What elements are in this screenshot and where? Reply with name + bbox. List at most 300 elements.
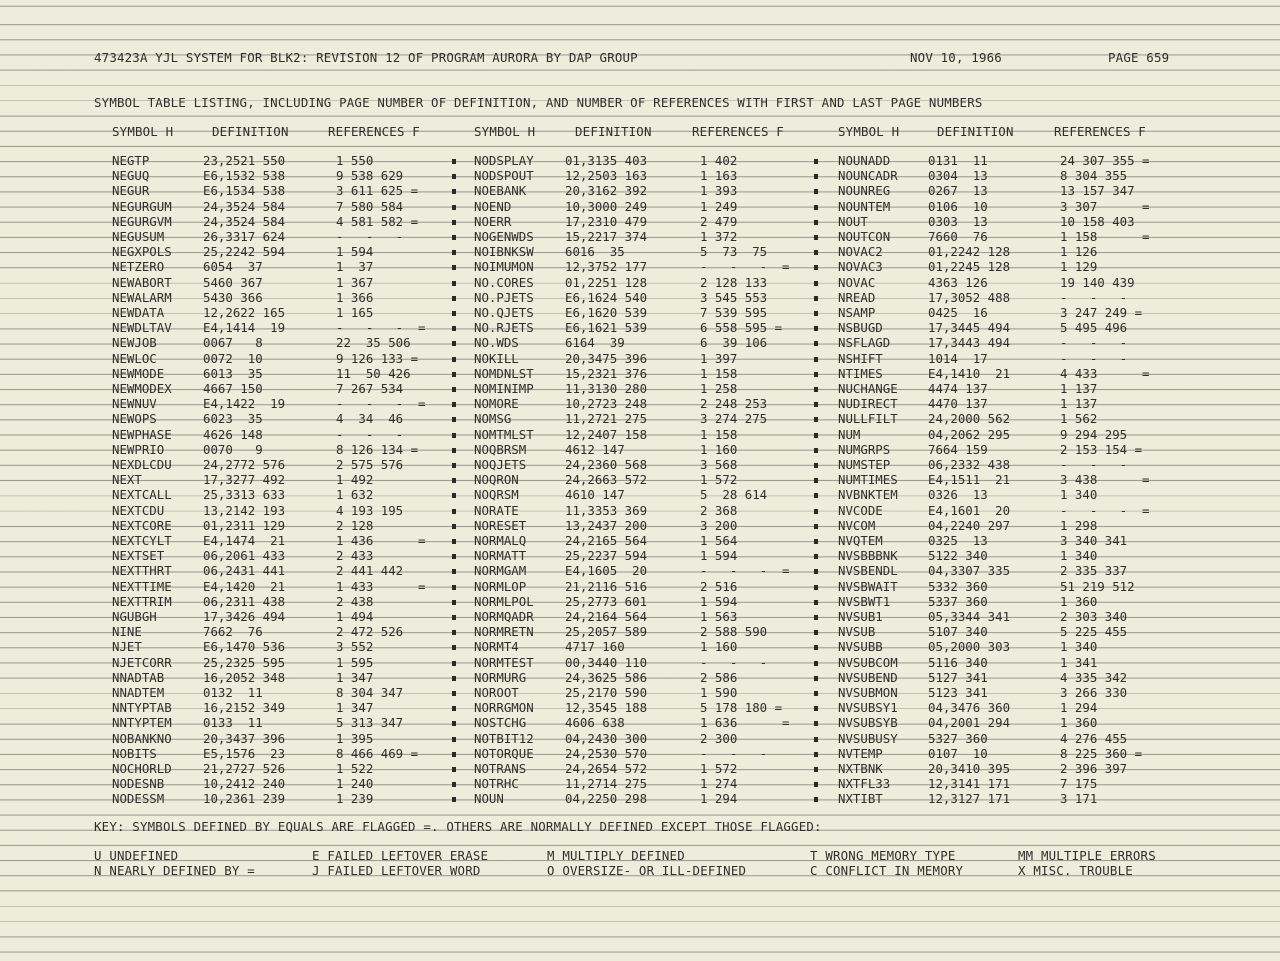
references-cell: - - - = xyxy=(336,396,426,412)
references-cell: 2 396 397 xyxy=(1060,761,1128,776)
table-row xyxy=(0,580,1280,594)
references-cell: 1 137 xyxy=(1060,381,1098,396)
definition-cell: 04,2001 294 xyxy=(928,715,1011,731)
references-cell: 8 304 347 xyxy=(336,685,404,700)
definition-cell: 6013 35 xyxy=(203,365,263,381)
definition-cell: 4606 638 xyxy=(565,715,625,731)
definition-cell: 20,3475 396 xyxy=(565,350,648,366)
definition-cell: 0326 13 xyxy=(928,487,988,503)
definition-cell: 24,3524 584 xyxy=(203,198,286,214)
table-row xyxy=(0,184,1280,198)
references-cell: 3 545 553 xyxy=(700,289,768,305)
table-row xyxy=(0,504,1280,518)
definition-cell: 12,3141 171 xyxy=(928,776,1011,792)
definition-cell: 6054 37 xyxy=(203,259,263,275)
symbol-cell: NOCHORLD xyxy=(112,761,172,776)
definition-cell: 6016 35 xyxy=(565,244,625,260)
definition-cell: 06,2431 441 xyxy=(203,563,286,579)
symbol-cell: NJETCORR xyxy=(112,654,172,670)
definition-cell: 01,2251 128 xyxy=(565,274,648,290)
col3-header-definition: DEFINITION xyxy=(937,124,1014,139)
definition-cell: E4,1605 20 xyxy=(565,563,648,579)
col3-header-references: REFERENCES F xyxy=(1054,124,1146,139)
definition-cell: 15,2321 376 xyxy=(565,365,648,381)
references-cell: 9 538 629 xyxy=(336,168,404,184)
symbol-cell: NOMINIMP xyxy=(474,381,534,396)
references-cell: 1 594 xyxy=(700,548,738,564)
references-cell: 2 586 xyxy=(700,669,738,685)
col1-header-symbol: SYMBOL H xyxy=(112,124,174,139)
symbol-cell: NOMORE xyxy=(474,396,519,412)
references-cell: 2 368 xyxy=(700,502,738,518)
references-cell: 1 298 xyxy=(1060,517,1098,533)
definition-cell: E4,1414 19 xyxy=(203,320,286,336)
definition-cell: 17,2310 479 xyxy=(565,213,648,229)
col2-header-definition: DEFINITION xyxy=(575,124,652,139)
definition-cell: E5,1576 23 xyxy=(203,745,286,761)
symbol-cell: NOKILL xyxy=(474,350,519,366)
symbol-cell: NETZERO xyxy=(112,259,165,275)
references-cell: 22 35 506 xyxy=(336,335,411,351)
symbol-cell: NVTEMP xyxy=(838,745,883,761)
definition-cell: 4612 147 xyxy=(565,441,625,457)
legend-e: E FAILED LEFTOVER ERASE xyxy=(312,848,489,863)
references-cell: 7 267 534 xyxy=(336,381,404,396)
symbol-cell: NEWMODE xyxy=(112,365,165,381)
definition-cell: 5122 340 xyxy=(928,548,988,564)
definition-cell: E4,1474 21 xyxy=(203,533,286,548)
table-row xyxy=(0,595,1280,609)
symbol-cell: NOERR xyxy=(474,213,512,229)
definition-cell: 24,3524 584 xyxy=(203,213,286,229)
symbol-cell: NULLFILT xyxy=(838,411,898,427)
references-cell: 11 50 426 xyxy=(336,365,411,381)
references-cell: - - - xyxy=(1060,335,1128,351)
symbol-cell: NOGENWDS xyxy=(474,229,534,244)
references-cell: 1 632 xyxy=(336,487,374,503)
references-cell: 2 248 253 xyxy=(700,396,768,412)
references-cell: 4 335 342 xyxy=(1060,669,1128,685)
symbol-cell: NXTIBT xyxy=(838,791,883,807)
references-cell: 9 126 133 = xyxy=(336,350,419,366)
listing-subtitle: SYMBOL TABLE LISTING, INCLUDING PAGE NUMBER OF DEFINITION, AND NUMBER OF REFERENCES WITH FIRST AND LAST PAGE NUMBERS xyxy=(94,95,983,110)
symbol-cell: NEGUR xyxy=(112,183,150,199)
table-row xyxy=(0,245,1280,259)
symbol-cell: NOUNREG xyxy=(838,183,891,199)
references-cell: 3 247 249 = xyxy=(1060,305,1143,320)
references-cell: 2 128 xyxy=(336,517,374,533)
symbol-cell: NUCHANGE xyxy=(838,381,898,396)
references-cell: 1 274 xyxy=(700,776,738,792)
references-cell: 1 494 xyxy=(336,609,374,624)
symbol-cell: NXTFL33 xyxy=(838,776,891,792)
symbol-cell: NOUNTEM xyxy=(838,198,891,214)
symbol-cell: NOBANKNO xyxy=(112,730,172,746)
symbol-cell: NORATE xyxy=(474,502,519,518)
definition-cell: E4,1422 19 xyxy=(203,396,286,412)
references-cell: 1 366 xyxy=(336,289,374,305)
definition-cell: 6023 35 xyxy=(203,411,263,427)
definition-cell: 20,3162 392 xyxy=(565,183,648,199)
references-cell: 3 568 xyxy=(700,457,738,472)
references-cell: 2 441 442 xyxy=(336,563,404,579)
references-cell: 1 158 xyxy=(700,365,738,381)
definition-cell: E6,1532 538 xyxy=(203,168,286,184)
symbol-cell: NVSUBMON xyxy=(838,685,898,700)
definition-cell: 21,2116 516 xyxy=(565,578,648,594)
definition-cell: 5127 341 xyxy=(928,669,988,685)
symbol-cell: NORMQADR xyxy=(474,609,534,624)
references-cell: 2 300 xyxy=(700,730,738,746)
references-cell: 1 595 xyxy=(336,654,374,670)
symbol-cell: NJET xyxy=(112,639,142,655)
definition-cell: 4474 137 xyxy=(928,381,988,396)
symbol-cell: NOUN xyxy=(474,791,504,807)
references-cell: - - - = xyxy=(700,563,790,579)
references-cell: 1 158 = xyxy=(1060,229,1150,244)
references-cell: - - - xyxy=(336,426,404,442)
symbol-cell: NEXT xyxy=(112,472,142,488)
definition-cell: 04,3476 360 xyxy=(928,700,1011,716)
references-cell: 1 360 xyxy=(1060,715,1098,731)
table-row xyxy=(0,200,1280,214)
definition-cell: 5332 360 xyxy=(928,578,988,594)
symbol-cell: NOQRON xyxy=(474,472,519,488)
col1-header-references: REFERENCES F xyxy=(328,124,420,139)
symbol-cell: NNADTEM xyxy=(112,685,165,700)
definition-cell: 04,2240 297 xyxy=(928,517,1011,533)
symbol-cell: NEWOPS xyxy=(112,411,157,427)
references-cell: 3 274 275 xyxy=(700,411,768,427)
col2-header-references: REFERENCES F xyxy=(692,124,784,139)
definition-cell: 0072 10 xyxy=(203,350,263,366)
references-cell: 1 402 xyxy=(700,153,738,168)
references-cell: 6 39 106 xyxy=(700,335,768,351)
symbol-cell: NGUBGH xyxy=(112,609,157,624)
references-cell: 1 347 xyxy=(336,669,374,685)
references-cell: 1 572 xyxy=(700,472,738,488)
symbol-cell: NO.CORES xyxy=(474,274,534,290)
references-cell: 1 563 xyxy=(700,609,738,624)
table-row xyxy=(0,701,1280,715)
references-cell: 1 158 xyxy=(700,426,738,442)
definition-cell: 13,2437 200 xyxy=(565,517,648,533)
references-cell: 1 163 xyxy=(700,168,738,184)
references-cell: 1 393 xyxy=(700,183,738,199)
definition-cell: 0132 11 xyxy=(203,685,263,700)
table-row xyxy=(0,686,1280,700)
symbol-cell: NUMGRPS xyxy=(838,441,891,457)
references-cell: 2 433 xyxy=(336,548,374,564)
definition-cell: 24,2000 562 xyxy=(928,411,1011,427)
symbol-cell: NEWDATA xyxy=(112,305,165,320)
table-row xyxy=(0,640,1280,654)
symbol-cell: NODSPLAY xyxy=(474,153,534,168)
definition-cell: 24,2360 568 xyxy=(565,457,648,472)
references-cell: 1 37 xyxy=(336,259,374,275)
symbol-cell: NOMSG xyxy=(474,411,512,427)
references-cell: 1 340 xyxy=(1060,639,1098,655)
references-cell: 4 193 195 xyxy=(336,502,404,518)
legend-x: X MISC. TROUBLE xyxy=(1018,863,1133,878)
references-cell: 1 340 xyxy=(1060,487,1098,503)
references-cell: - - - xyxy=(700,654,768,670)
definition-cell: 17,3426 494 xyxy=(203,609,286,624)
symbol-cell: NEWNUV xyxy=(112,396,157,412)
symbol-cell: NTIMES xyxy=(838,365,883,381)
references-cell: 8 466 469 = xyxy=(336,745,419,761)
definition-cell: 0070 9 xyxy=(203,441,263,457)
references-cell: 7 539 595 xyxy=(700,305,768,320)
references-cell: 3 438 = xyxy=(1060,472,1150,488)
references-cell: 3 611 625 = xyxy=(336,183,419,199)
definition-cell: 01,2245 128 xyxy=(928,259,1011,275)
references-cell: 1 492 xyxy=(336,472,374,488)
references-cell: 1 562 xyxy=(1060,411,1098,427)
references-cell: 3 340 341 xyxy=(1060,533,1128,548)
table-row xyxy=(0,367,1280,381)
symbol-cell: NEWJOB xyxy=(112,335,157,351)
header-page-number: PAGE 659 xyxy=(1108,50,1170,65)
symbol-cell: NXTBNK xyxy=(838,761,883,776)
symbol-cell: NO.PJETS xyxy=(474,289,534,305)
symbol-cell: NOTORQUE xyxy=(474,745,534,761)
definition-cell: 25,3313 633 xyxy=(203,487,286,503)
definition-cell: E6,1470 536 xyxy=(203,639,286,655)
symbol-cell: NVQTEM xyxy=(838,533,883,548)
symbol-cell: NVSBWAIT xyxy=(838,578,898,594)
symbol-cell: NVBNKTEM xyxy=(838,487,898,503)
references-cell: 4 276 455 xyxy=(1060,730,1128,746)
definition-cell: 0304 13 xyxy=(928,168,988,184)
table-row xyxy=(0,671,1280,685)
definition-cell: 11,2721 275 xyxy=(565,411,648,427)
symbol-cell: NEXTTRIM xyxy=(112,593,172,609)
definition-cell: 04,2250 298 xyxy=(565,791,648,807)
table-row xyxy=(0,260,1280,274)
definition-cell: 17,3052 488 xyxy=(928,289,1011,305)
symbol-cell: NEXTSET xyxy=(112,548,165,564)
references-cell: 1 360 xyxy=(1060,593,1098,609)
table-row xyxy=(0,306,1280,320)
symbol-cell: NREAD xyxy=(838,289,876,305)
definition-cell: 05,3344 341 xyxy=(928,609,1011,624)
definition-cell: 5430 366 xyxy=(203,289,263,305)
symbol-cell: NOVAC xyxy=(838,274,876,290)
symbol-cell: NEXTCYLT xyxy=(112,533,172,548)
definition-cell: 01,3135 403 xyxy=(565,153,648,168)
definition-cell: 17,3277 492 xyxy=(203,472,286,488)
definition-cell: 16,2152 349 xyxy=(203,700,286,716)
references-cell: 8 304 355 xyxy=(1060,168,1128,184)
symbol-cell: NORMTEST xyxy=(474,654,534,670)
references-cell: 1 372 xyxy=(700,229,738,244)
symbol-cell: NVSBENDL xyxy=(838,563,898,579)
references-cell: 2 438 xyxy=(336,593,374,609)
definition-cell: 25,2170 590 xyxy=(565,685,648,700)
definition-cell: 20,3437 396 xyxy=(203,730,286,746)
definition-cell: 0106 10 xyxy=(928,198,988,214)
symbol-cell: NORMLOP xyxy=(474,578,527,594)
definition-cell: 20,3410 395 xyxy=(928,761,1011,776)
table-row xyxy=(0,777,1280,791)
symbol-cell: NORRGMON xyxy=(474,700,534,716)
table-row xyxy=(0,428,1280,442)
definition-cell: E4,1511 21 xyxy=(928,472,1011,488)
symbol-cell: NSAMP xyxy=(838,305,876,320)
table-row xyxy=(0,336,1280,350)
references-cell: 1 594 xyxy=(336,244,374,260)
legend-m: M MULTIPLY DEFINED xyxy=(547,848,685,863)
symbol-cell: NODESNB xyxy=(112,776,165,792)
table-row xyxy=(0,321,1280,335)
definition-cell: 04,2062 295 xyxy=(928,426,1011,442)
definition-cell: 0067 8 xyxy=(203,335,263,351)
definition-cell: 06,2311 438 xyxy=(203,593,286,609)
definition-cell: 15,2217 374 xyxy=(565,229,648,244)
references-cell: 1 550 xyxy=(336,153,374,168)
definition-cell: 12,3545 188 xyxy=(565,700,648,716)
symbol-cell: NOQBRSM xyxy=(474,441,527,457)
symbol-cell: NO.QJETS xyxy=(474,305,534,320)
symbol-cell: NEXDLCDU xyxy=(112,457,172,472)
references-cell: 1 126 xyxy=(1060,244,1098,260)
references-cell: 51 219 512 xyxy=(1060,578,1135,594)
symbol-cell: NSBUGD xyxy=(838,320,883,336)
symbol-cell: NEXTCORE xyxy=(112,517,172,533)
definition-cell: 05,2000 303 xyxy=(928,639,1011,655)
definition-cell: 11,3130 280 xyxy=(565,381,648,396)
definition-cell: 0107 10 xyxy=(928,745,988,761)
definition-cell: 11,2714 275 xyxy=(565,776,648,792)
table-row xyxy=(0,732,1280,746)
references-cell: 7 580 584 xyxy=(336,198,404,214)
table-row xyxy=(0,625,1280,639)
table-row xyxy=(0,610,1280,624)
definition-cell: 24,2165 564 xyxy=(565,533,648,548)
col2-header-symbol: SYMBOL H xyxy=(474,124,536,139)
symbol-cell: NODESSM xyxy=(112,791,165,807)
references-cell: 1 433 = xyxy=(336,578,426,594)
definition-cell: 4610 147 xyxy=(565,487,625,503)
symbol-cell: NOBITS xyxy=(112,745,157,761)
definition-cell: 25,2325 595 xyxy=(203,654,286,670)
symbol-cell: NOEND xyxy=(474,198,512,214)
symbol-cell: NOQRSM xyxy=(474,487,519,503)
col3-header-symbol: SYMBOL H xyxy=(838,124,900,139)
references-cell: 2 575 576 xyxy=(336,457,404,472)
legend-u: U UNDEFINED xyxy=(94,848,179,863)
symbol-cell: NOUT xyxy=(838,213,868,229)
footer-key: KEY: SYMBOLS DEFINED BY EQUALS ARE FLAGGED =. OTHERS ARE NORMALLY DEFINED EXCEPT THOSE FLAGGED: xyxy=(94,819,822,834)
table-row xyxy=(0,215,1280,229)
header-program-line: 473423A YJL SYSTEM FOR BLK2: REVISION 12 OF PROGRAM AURORA BY DAP GROUP xyxy=(94,50,638,65)
definition-cell: 10,3000 249 xyxy=(565,198,648,214)
definition-cell: 17,3445 494 xyxy=(928,320,1011,336)
symbol-cell: NORMALQ xyxy=(474,533,527,548)
references-cell: 1 572 xyxy=(700,761,738,776)
symbol-cell: NOEBANK xyxy=(474,183,527,199)
table-row xyxy=(0,412,1280,426)
definition-cell: 16,2052 348 xyxy=(203,669,286,685)
references-cell: 5 178 180 = xyxy=(700,700,783,716)
legend-j: J FAILED LEFTOVER WORD xyxy=(312,863,481,878)
table-row xyxy=(0,549,1280,563)
symbol-cell: NOUNCADR xyxy=(838,168,898,184)
references-cell: 1 594 xyxy=(700,593,738,609)
references-cell: 13 157 347 xyxy=(1060,183,1135,199)
references-cell: 3 171 xyxy=(1060,791,1098,807)
symbol-cell: NOIBNKSW xyxy=(474,244,534,260)
definition-cell: 25,2237 594 xyxy=(565,548,648,564)
symbol-cell: NOQJETS xyxy=(474,457,527,472)
symbol-cell: NORESET xyxy=(474,517,527,533)
definition-cell: 5460 367 xyxy=(203,274,263,290)
definition-cell: 25,2242 594 xyxy=(203,244,286,260)
symbol-cell: NOIMUMON xyxy=(474,259,534,275)
definition-cell: 1014 17 xyxy=(928,350,988,366)
table-row xyxy=(0,656,1280,670)
references-cell: 2 588 590 xyxy=(700,624,768,640)
table-row xyxy=(0,458,1280,472)
references-cell: 19 140 439 xyxy=(1060,274,1135,290)
legend-mm: MM MULTIPLE ERRORS xyxy=(1018,848,1156,863)
references-cell: 1 239 xyxy=(336,791,374,807)
table-row xyxy=(0,443,1280,457)
references-cell: 3 266 330 xyxy=(1060,685,1128,700)
definition-cell: 00,3440 110 xyxy=(565,654,648,670)
symbol-cell: NNTYPTEM xyxy=(112,715,172,731)
definition-cell: 24,2772 576 xyxy=(203,457,286,472)
references-cell: 1 590 xyxy=(700,685,738,700)
definition-cell: E6,1620 539 xyxy=(565,305,648,320)
references-cell: 1 564 xyxy=(700,533,738,548)
references-cell: - - - = xyxy=(700,259,790,275)
references-cell: - - - xyxy=(1060,350,1128,366)
definition-cell: 04,2430 300 xyxy=(565,730,648,746)
symbol-cell: NNADTAB xyxy=(112,669,165,685)
table-row xyxy=(0,488,1280,502)
symbol-cell: NVCOM xyxy=(838,517,876,533)
definition-cell: E6,1621 539 xyxy=(565,320,648,336)
references-cell: 1 258 xyxy=(700,381,738,396)
definition-cell: 04,3307 335 xyxy=(928,563,1011,579)
definition-cell: 24,2654 572 xyxy=(565,761,648,776)
references-cell: 10 158 403 xyxy=(1060,213,1135,229)
definition-cell: 24,2663 572 xyxy=(565,472,648,488)
table-row xyxy=(0,792,1280,806)
definition-cell: 0267 13 xyxy=(928,183,988,199)
table-row xyxy=(0,564,1280,578)
symbol-cell: NORMLPOL xyxy=(474,593,534,609)
symbol-cell: NNTYPTAB xyxy=(112,700,172,716)
definition-cell: 4667 150 xyxy=(203,381,263,396)
definition-cell: 17,3443 494 xyxy=(928,335,1011,351)
legend-o: O OVERSIZE- OR ILL-DEFINED xyxy=(547,863,747,878)
references-cell: 1 397 xyxy=(700,350,738,366)
references-cell: 5 313 347 xyxy=(336,715,404,731)
references-cell: 4 433 = xyxy=(1060,365,1150,381)
symbol-cell: NORMRETN xyxy=(474,624,534,640)
definition-cell: 26,3317 624 xyxy=(203,229,286,244)
symbol-cell: NVSUB1 xyxy=(838,609,883,624)
references-cell: 1 367 xyxy=(336,274,374,290)
table-row xyxy=(0,230,1280,244)
definition-cell: 7660 76 xyxy=(928,229,988,244)
definition-cell: 10,2412 240 xyxy=(203,776,286,792)
symbol-cell: NOUNADD xyxy=(838,153,891,168)
definition-cell: 4717 160 xyxy=(565,639,625,655)
